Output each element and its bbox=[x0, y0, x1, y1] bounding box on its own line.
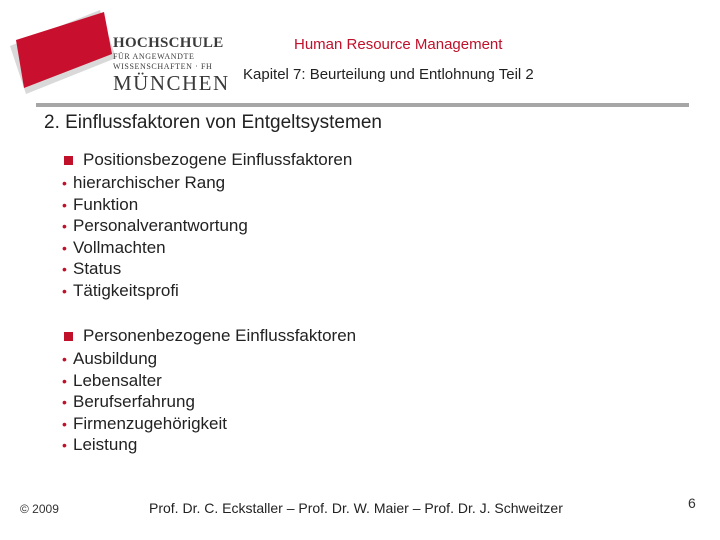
logo-name: HOCHSCHULE bbox=[113, 35, 224, 51]
logo-wordmark bbox=[113, 36, 230, 94]
list-item bbox=[62, 215, 352, 237]
list-item bbox=[62, 237, 352, 259]
list-item bbox=[62, 370, 356, 392]
list-item-label: Funktion bbox=[73, 194, 139, 214]
person-factors-list bbox=[62, 348, 356, 456]
list-item-label: Lebensalter bbox=[73, 370, 162, 390]
dot-bullet-icon: • bbox=[62, 437, 67, 453]
group-heading bbox=[62, 326, 356, 346]
header-divider bbox=[36, 103, 689, 107]
dot-bullet-icon: • bbox=[62, 261, 67, 277]
group-heading bbox=[62, 150, 352, 170]
list-item bbox=[62, 280, 352, 302]
footer-copyright: © 2009 bbox=[20, 502, 59, 516]
group-heading-label: Positionsbezogene Einflussfaktoren bbox=[83, 150, 353, 169]
logo-city: MÜNCHEN bbox=[113, 71, 230, 95]
square-bullet-icon bbox=[64, 332, 73, 341]
list-item-label: Leistung bbox=[73, 435, 138, 454]
page-number: 6 bbox=[688, 495, 696, 511]
list-item bbox=[62, 434, 356, 456]
list-item-label: hierarchischer Rang bbox=[73, 173, 226, 192]
person-factors-group bbox=[62, 326, 356, 456]
dot-bullet-icon: • bbox=[62, 239, 67, 256]
list-item bbox=[62, 194, 352, 216]
position-factors-list bbox=[62, 172, 352, 301]
list-item-label: Vollmachten bbox=[73, 237, 166, 257]
dot-bullet-icon: • bbox=[62, 196, 67, 213]
section-title: 2. Einflussfaktoren von Entgeltsystemen bbox=[44, 112, 382, 133]
dot-bullet-icon: • bbox=[62, 282, 67, 299]
list-item-label: Status bbox=[73, 259, 122, 278]
dot-bullet-icon: • bbox=[62, 415, 67, 432]
list-item bbox=[62, 348, 356, 370]
list-item bbox=[62, 172, 352, 194]
dot-bullet-icon: • bbox=[62, 175, 67, 191]
list-item bbox=[62, 413, 356, 435]
group-heading-label: Personenbezogene Einflussfaktoren bbox=[83, 326, 357, 345]
list-item bbox=[62, 258, 352, 280]
square-bullet-icon bbox=[64, 156, 73, 165]
list-item-label: Personalverantwortung bbox=[73, 216, 248, 235]
list-item-label: Tätigkeitsprofi bbox=[73, 280, 179, 300]
dot-bullet-icon: • bbox=[62, 372, 67, 389]
logo-subline-2: WISSENSCHAFTEN · FH bbox=[113, 62, 213, 71]
dot-bullet-icon: • bbox=[62, 218, 67, 234]
list-item-label: Ausbildung bbox=[73, 349, 158, 368]
dot-bullet-icon: • bbox=[62, 394, 67, 410]
list-item-label: Berufserfahrung bbox=[73, 392, 195, 411]
chapter-title: Kapitel 7: Beurteilung und Entlohnung Teil 2 bbox=[243, 66, 534, 83]
position-factors-group bbox=[62, 150, 352, 301]
dot-bullet-icon: • bbox=[62, 351, 67, 367]
course-title: Human Resource Management bbox=[294, 36, 503, 53]
list-item-label: Firmenzugehörigkeit bbox=[73, 413, 228, 433]
list-item bbox=[62, 391, 356, 413]
footer-authors: Prof. Dr. C. Eckstaller – Prof. Dr. W. Maier – Prof. Dr. J. Schweitzer bbox=[149, 500, 563, 516]
logo-subline-1: FÜR ANGEWANDTE bbox=[113, 52, 195, 61]
